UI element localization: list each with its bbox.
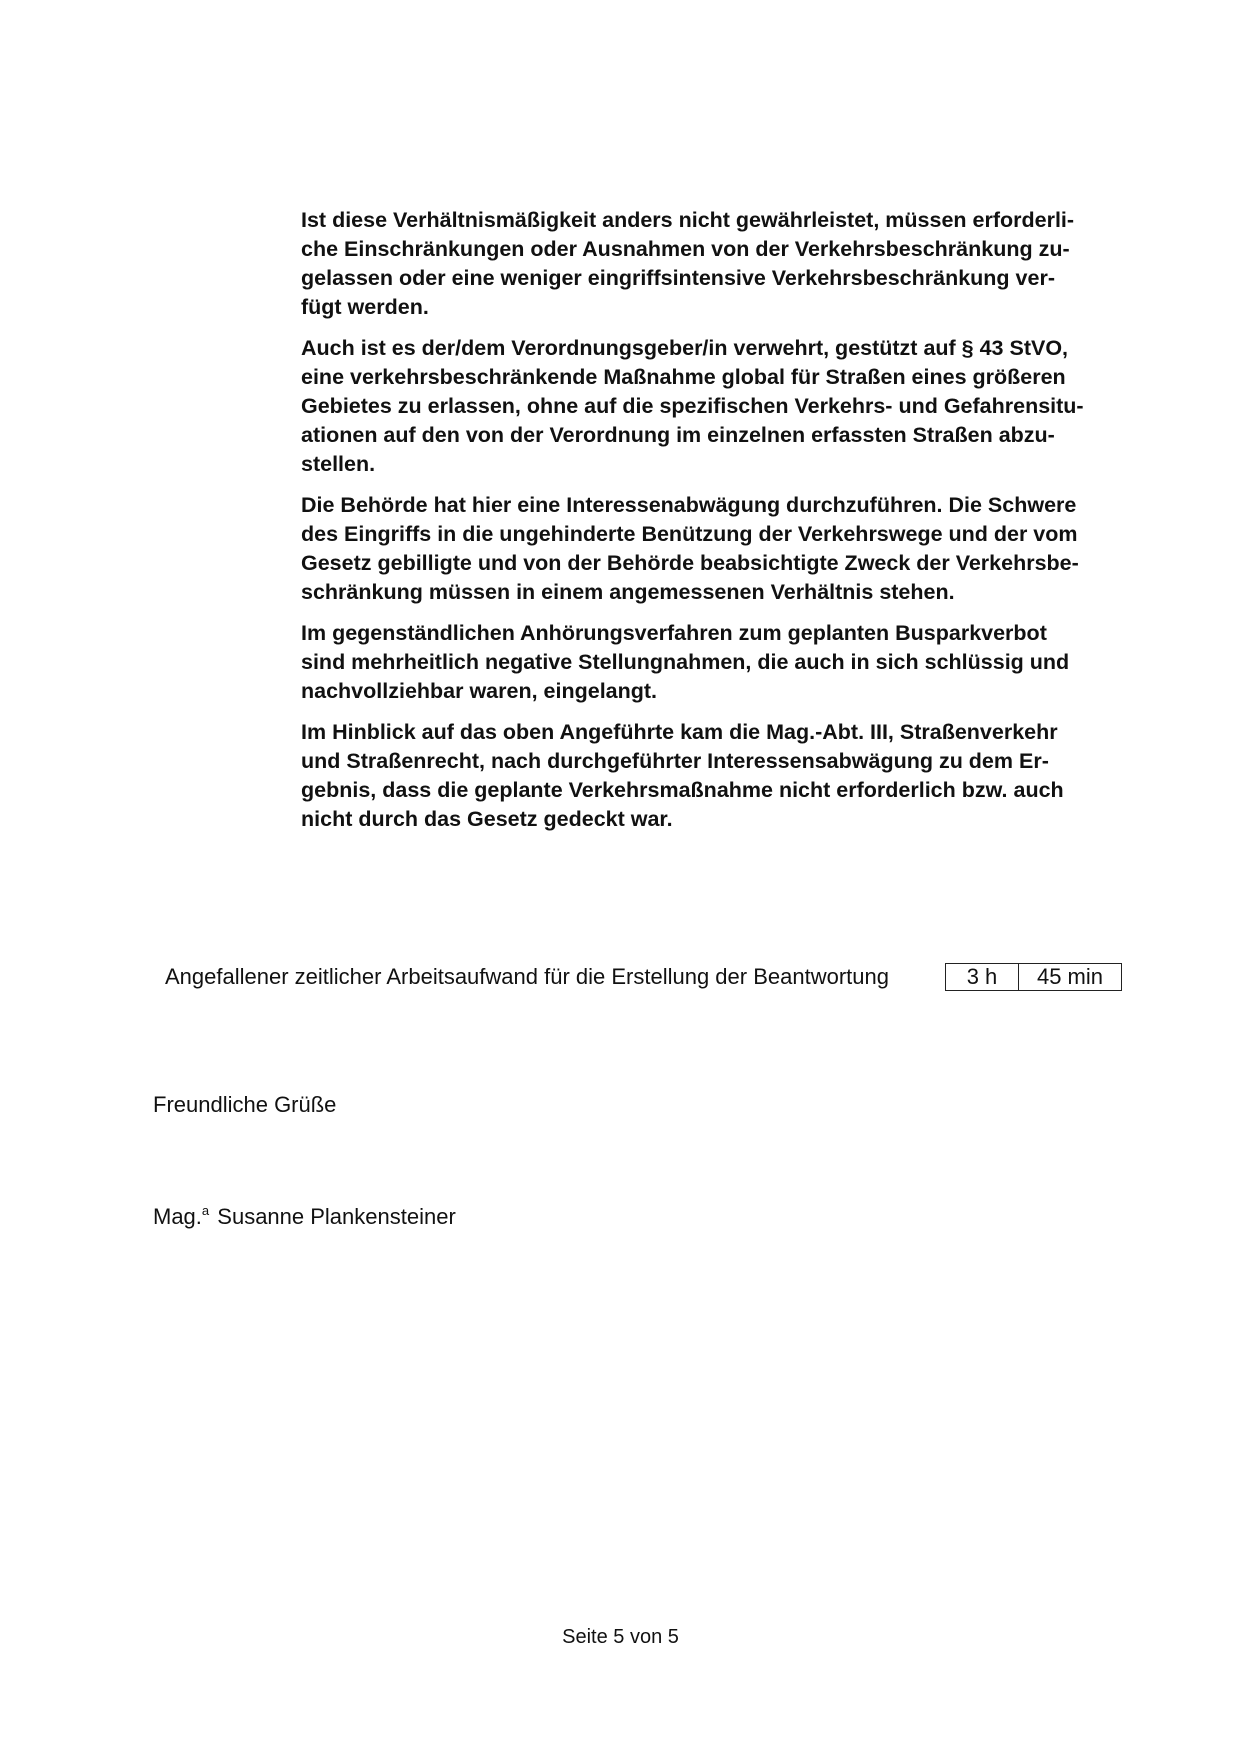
text-line: Gebietes zu erlassen, ohne auf die spezifischen Verkehrs- und Gefahrensitu- [301, 394, 1084, 418]
text-line: stellen. [301, 452, 376, 476]
effort-hours: 3 h [946, 964, 1019, 990]
text-line: und Straßenrecht, nach durchgeführter Interessensabwägung zu dem Er- [301, 749, 1049, 773]
paragraph [301, 334, 1141, 479]
body-text [301, 206, 1141, 846]
text-line: sind mehrheitlich negative Stellungnahmen, die auch in sich schlüssig und [301, 650, 1070, 674]
text-line: gebnis, dass die geplante Verkehrsmaßnahme nicht erforderlich bzw. auch [301, 778, 1064, 802]
effort-box [945, 963, 1122, 991]
text-line: Gesetz gebilligte und von der Behörde beabsichtigte Zweck der Verkehrsbe- [301, 551, 1079, 575]
text-line: Die Behörde hat hier eine Interessenabwägung durchzuführen. Die Schwere [301, 493, 1077, 517]
text-line: Auch ist es der/dem Verordnungsgeber/in verwehrt, gestützt auf § 43 StVO, [301, 336, 1069, 360]
signature [153, 1204, 456, 1230]
text-line: des Eingriffs in die ungehinderte Benützung der Verkehrswege und der vom [301, 522, 1078, 546]
closing-greeting: Freundliche Grüße [153, 1092, 337, 1117]
text-line: Im gegenständlichen Anhörungsverfahren zum geplanten Busparkverbot [301, 621, 1047, 645]
signature-title: Mag. [153, 1204, 202, 1229]
paragraph [301, 619, 1141, 706]
text-line: ationen auf den von der Verordnung im einzelnen erfassten Straßen abzu- [301, 423, 1055, 447]
text-line: nicht durch das Gesetz gedeckt war. [301, 807, 673, 831]
signature-name: Susanne Plankensteiner [217, 1204, 456, 1229]
text-line: nachvollziehbar waren, eingelangt. [301, 679, 658, 703]
effort-label: Angefallener zeitlicher Arbeitsaufwand für die Erstellung der Beantwortung [165, 964, 889, 989]
effort-row [165, 963, 1122, 991]
signature-title-superscript: a [201, 1203, 210, 1218]
paragraph [301, 491, 1141, 607]
text-line: Im Hinblick auf das oben Angeführte kam die Mag.-Abt. III, Straßenverkehr [301, 720, 1058, 744]
text-line: Ist diese Verhältnismäßigkeit anders nicht gewährleistet, müssen erforderli- [301, 208, 1075, 232]
text-line: schränkung müssen in einem angemessenen Verhältnis stehen. [301, 580, 955, 604]
paragraph [301, 718, 1141, 834]
effort-minutes: 45 min [1036, 964, 1104, 989]
text-line: fügt werden. [301, 295, 429, 319]
text-line: gelassen oder eine weniger eingriffsintensive Verkehrsbeschränkung ver- [301, 266, 1055, 290]
text-line: che Einschränkungen oder Ausnahmen von der Verkehrsbeschränkung zu- [301, 237, 1070, 261]
paragraph [301, 206, 1141, 322]
text-line: eine verkehrsbeschränkende Maßnahme global für Straßen eines größeren [301, 365, 1066, 389]
page-number: Seite 5 von 5 [562, 1626, 679, 1648]
